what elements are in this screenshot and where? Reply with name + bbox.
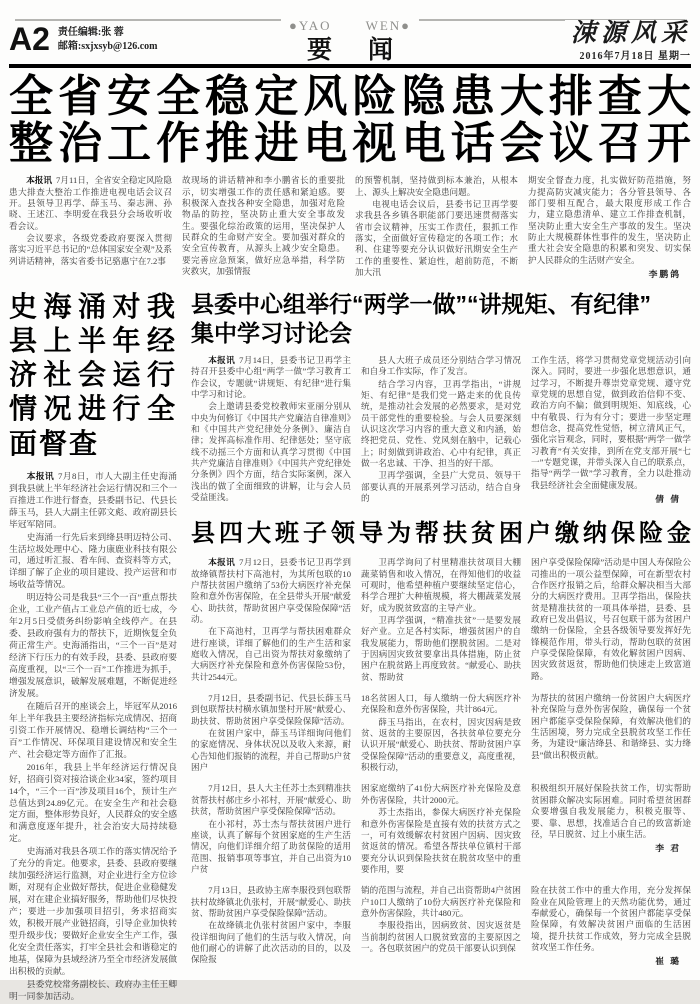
headline-line1: 全省安全稳定风险隐患大排查大 (9, 72, 691, 121)
paragraph: 李服役指出，因病致贫、因灾返贫是当前制约贫困人口脱贫致富的主要原因之一。各包联贫困户的党员干部要认识到保 (361, 920, 521, 953)
section-char-right: 闻 (368, 37, 394, 64)
paragraph: 险在扶贫工作中的重大作用，充分发挥保险业在风险管理上的天然功能优势，通过奉献爱心，确保每一个贫困户都能享受保险保障，有效解决贫困户面临的生活困境，提升扶贫工作成效，努力完成全县脱贫攻坚工作任务。 (531, 885, 691, 952)
paragraph: 困户享受保险保障”活动是中国人寿保险公司推出的一项公益型保障，可在新型农村合作医疗报销之后，给群众解决相当大部分的大病医疗费用。卫再学指出，保险扶贫是精准扶贫的一项具体举措，县委、县政府已发出倡议，号召包联干部为贫困户缴纳一份保险，全县各级领导要发挥好先锋模范作用，带头行动，帮助包联的贫困户享受保险保障，有效化解贫困户因病、因灾致贫返贫，帮助他们快速走上致富道路。 (531, 557, 691, 681)
article-column (191, 355, 351, 505)
article-column (531, 885, 691, 967)
dateline-tag: 本报讯 (26, 175, 53, 186)
byline: 倩 倩 (655, 494, 681, 505)
paragraph: 18名贫困人口，每人缴纳一份大病医疗补充保险和意外伤害保险，共计864元。 (361, 693, 521, 715)
paragraph-text: 7月12日，县委书记卫再学到故绛镇帮扶村下高池村，为其所包联的10户帮扶贫困户缴纳了53份大病医疗补充保险和意外伤害保险，在全县带头开展“献爱心、助扶贫，帮助贫困户享受保险保障”活动。 (191, 557, 351, 625)
article-column (361, 885, 521, 967)
story-band (191, 557, 691, 684)
lead-article-body (9, 175, 691, 280)
article-column (191, 693, 351, 774)
section-char-left: 要 (306, 37, 332, 64)
article-column (191, 783, 351, 876)
email-line: 邮箱:sxjxsyb@126.com (57, 41, 158, 52)
paragraph-text: 7月8日，市人大副主任史海涌到我县就上半年经济社会运行情况和三个一百推进工作进行督查，县委副书记、代县长薛玉马，县人大副主任郭文彪、政府副县长毕冠军陪同。 (9, 470, 177, 529)
edition-block (9, 21, 163, 57)
masthead-title: 涑源风采 (570, 18, 691, 47)
paragraph: 在故绛镇北仇张村贫困户家中，李服役详细询问了他们的生活与收入情况，向他们耐心的讲解了此次活动的目的，以及保险报 (191, 920, 351, 965)
masthead-date: 2016年7月18日 星期一 (579, 51, 691, 62)
article-column (361, 693, 521, 774)
article-column (182, 175, 345, 280)
paragraph: 7月12日，县委副书记、代县长薛玉马到包联帮扶村横水镇加堡村开展“献爱心、助扶贫、帮助贫困户享受保险保障”活动。 (191, 693, 351, 726)
paragraph: 期安全督查力度，扎实做好防范措施，努力提高防灾减灾能力；各分管县领导、各部门要相互配合，最大限度形成工作合力，建立隐患清单、建立工作排查机制，坚决防止重大安全生产事故的发生。坚决防止大规模群体性事件的发生，坚决防止重大社会安全隐患的积累和突发、切实保护人民群众的生活财产安全。 (528, 175, 691, 265)
article-column (531, 783, 691, 876)
paragraph: 县人大班子成员还分别结合学习情况和自身工作实际，作了发言。 (361, 355, 521, 377)
paragraph: 困家庭缴纳了41份大病医疗补充保险及意外伤害保险，共计2000元。 (361, 783, 521, 805)
page-number: A2 (9, 21, 50, 57)
article-column (191, 557, 351, 684)
editor-info (58, 24, 158, 54)
paragraph: 在贫困户家中，薛玉马详细询问他们的家庭情况、身体状况以及收入来源，耐心告知他们报销的流程，并自己帮助5户贫困户 (191, 728, 351, 773)
story-band (191, 783, 691, 876)
paragraph (9, 175, 172, 232)
paragraph: 的预警机制，坚持做到标本兼治，从根本上、源头上解决安全隐患问题。 (355, 175, 518, 197)
article-column (361, 783, 521, 876)
paragraph: 卫再学强调，“精准扶贫”一是要发展好产业。立足各村实际，增强贫困户的自我发展能力，帮助他们摆脱贫困。二是对于因病因灾致贫要拿出具体措施，防止贫困户在脱贫路上再度致贫。“献爱心、助扶贫、帮助贫 (361, 615, 521, 682)
byline: 李鹏鸽 (648, 269, 681, 279)
page-header (9, 6, 691, 68)
paragraph: 为帮扶的贫困户缴纳一份贫困户大病医疗补充保险与意外伤害保险，确保每一个贫困户都能享受保险保障，有效解决他们的生活困境，努力完成全县脱贫攻坚工作任务，为建设“廉洁绛县、和谐绛县、实力绛县”做出积极贡献。 (531, 693, 691, 760)
paragraph (191, 355, 351, 400)
paragraph: 薛玉马指出，在农村，因灾因病是致贫、返贫的主要原因，各扶贫单位要充分认识开展“献爱心、助扶贫、帮助贫困户享受保险保障”活动的重要意义，高度重视，积极行动， (361, 716, 521, 773)
article-column (361, 557, 521, 684)
paragraph: 结合学习内容，卫再学指出，“讲规矩、有纪律”是我们党一路走来的优良传统，是推动社会发展的必然要求，是对党员干部党性的重要检验。与会人员要深刻认识这次学习内容的重大意义和内涵，始终把党员、党性、党风刻在脑中，记载心上；时刻做到讲政治、心中有纪律，真正做一名忠诚、干净、担当的好干部。 (361, 378, 521, 469)
headline-line2: 整治工作推进电视电话会议召开 (9, 118, 691, 168)
story-band (191, 885, 691, 967)
dateline-tag: 本报讯 (208, 355, 236, 366)
paragraph: 在下高池村，卫再学与帮扶困难群众进行座谈，详细了解他们的生产生活和家庭收入情况，自己出资为帮扶对象缴纳了大病医疗补充保险和意外伤害保险53份，共计2544元。 (191, 626, 351, 682)
paragraph: 2016年，我县上半年经济运行情况良好，招商引资对接洽谈企业34家，签约项目14个，“三个一百”涉及项目16个，预计生产总值达到24.89亿元。在安全生产和社会稳定方面，整体形势良好，人民群众的安全感和满意度逐年提升，社会治安大局持续稳定。 (9, 761, 177, 844)
paragraph: 在小祁村，苏士杰与帮扶贫困户进行座谈，认真了解每个贫困家庭的生产生活情况，向他们详细介绍了助贫保险的适用范围、报销事项等事宜，并自己出资为10户贫 (191, 818, 351, 874)
paragraph: 积极组织开展好保险扶贫工作，切实帮助贫困群众解决实际困难。同时希望贫困群众要增强自我发展能力，积极克服等、要、靠、思想，找准适合自己的致富新途径，早日脱贫、过上小康生活。 (531, 783, 691, 839)
article-column (531, 557, 691, 684)
paragraph: 明迈特公司是我县“三个一百”重点帮扶企业，工业产值占工业总产值的近七成，今年2月5日受债务纠纷影响全线停产。在县委、县政府强有力的帮扶下，近期恢复全负荷正常生产。史海涌指出，“三个一百”是对经济下行压力的有效手段，县委、县政府要高度重视，以“三个一百”工作推进为抓手，增强发展意识，破解发展难题，不断促进经济发展。 (9, 592, 177, 698)
article-title-line2: 集中学习讨论会 (191, 319, 352, 346)
article-title: 县四大班子领导为帮扶贫困户缴纳保险金 (191, 519, 691, 547)
article-supervision (9, 290, 177, 1004)
article-study (191, 290, 691, 506)
article-column (9, 175, 172, 280)
dateline-tag: 本报讯 (26, 470, 55, 481)
paragraph: 在随后召开的座谈会上，毕冠军从2016年上半年我县主要经济指标完成情况、招商引资工作开展情况、稳增长调结构“三个一百”工作情况、环保项目建设情况和安全生产、社会稳定等方面作了汇报。 (9, 700, 177, 759)
paragraph: 史海涌一行先后来到绛县明迈特公司、生活垃圾处理中心、隆力康鹿业科技有限公司，通过听汇报、看车间、查资料等方式，详细了解了企业的项目建设、投产运营和市场收益等情况。 (9, 531, 177, 590)
paragraph: 7月12日，县人大主任苏士杰到精准扶贫帮扶村郝庄乡小祁村，开展“献爱心、助扶贫，帮助贫困户享受保险保障”活动。 (191, 783, 351, 817)
paragraph: 卫再学强调，全县广大党员、领导干部要认真的开展系列学习活动，结合自身的 (361, 470, 521, 504)
section-title (281, 36, 419, 66)
paragraph: 故现场的讲话精神和李小鹏省长的重要批示，切实增强工作的责任感和紧迫感。要积极深入查找各种安全隐患，加强对危险物品的防控，坚决防止重大安全事故发生。要强化综治政策的运用，坚决保护人民群众的生命财产安全。要加强对群众的安全宣传教育，从源头上减少安全隐患。要完善应急预案，做好应急举措，科学防灾救灾，加强情报 (182, 175, 345, 276)
paragraph (9, 471, 177, 531)
article-column (191, 885, 351, 967)
paragraph: 史海涌对我县各项工作的落实情况给予了充分的肯定。他要求，县委、县政府要继续加强经济运行监测，对企业进行全方位诊断，对现有企业做好帮扶，促进企业稳健发展，对在建企业搞好服务，帮助他们尽快投产；要进一步加强项目招引，务求招商实效，积极开展产业链招商，引导企业加快转型升级步伐；要做好企业安全生产工作，强化安全责任落实，打牢全县社会和谐稳定的地基，保障为县域经济乃至全市经济发展做出积极的贡献。 (9, 846, 177, 976)
article-column (531, 693, 691, 774)
section-pinyin-right: WEN● (365, 18, 412, 33)
lead-headline (9, 74, 691, 167)
section-block (281, 12, 419, 66)
article-column (361, 355, 521, 505)
editor-line: 责任编辑:张 蓉 (57, 27, 124, 38)
section-pinyin (281, 18, 419, 34)
section-pinyin-left: ●YAO (288, 18, 332, 33)
paragraph-text: 7月14日，县委书记卫再学主持召开县委中心组“两学一做”学习教育工作会议，专题就“讲规矩、有纪律”进行集中学习和讨论。 (191, 355, 351, 400)
paragraph: 会议要求，各级党委政府要深入贯彻落实习近平总书记的“总体国家安全观”及系列讲话精神，落实省委书记骆惠宁在7.2事 (9, 232, 172, 266)
dateline-tag: 本报讯 (208, 557, 236, 568)
paragraph: 会上邀请县委党校教师宋亚丽分别从中央为何修订《中国共产党廉洁自律准则》和《中国共产党纪律处分条例》、廉洁自律；发挥高标准作用、纪律惩处；坚守底线不动摇三个方面和认真学习贯彻《中国共产党廉洁自律准则》《中国共产党纪律处分条例》四个方面，结合实际案例，深入浅出的做了全面细致的讲解，让与会人员受益匪浅。 (191, 401, 351, 503)
article-title-line1: 县委中心组举行“两学一做”“讲规矩、有纪律” (191, 291, 651, 317)
paragraph: 7月13日，县政协主席李服役到包联帮扶村故绛镇北仇张村，开展“献爱心、助扶贫、帮助贫困户享受保险保障”活动。 (191, 885, 351, 918)
masthead-block (565, 20, 691, 62)
paragraph: 苏士杰指出，参保大病医疗补充保险和意外伤害保险是直接有效的扶贫方式之一，可有效缓解农村贫困户因病、因灾致贫返贫的情况。希望各帮扶单位镇村干部要充分认识到保险扶贫在脱贫攻坚中的重要作用，要 (361, 807, 521, 874)
article-title (191, 290, 691, 347)
paragraph: 工作生活，将学习贯彻党章党规活动引向深入。同时，要进一步强化思想意识，通过学习，不断提升尊崇党章党规、遵守党章党规的思想自觉，做到政治信仰不变、政治方向不偏；做到明规矩、知底线，心中有敬畏、行为有分寸；要进一步坚定理想信念，提高党性觉悟，树立清风正气，强化宗旨观念，同时，要根据“两学一做学习教育”有关安排，到所在党支部开展“七一”专题党课，并带头深入自己的联系点，指导“两学一做”学习教育，全力以赴推动我县经济社会全面健康发展。 (531, 355, 691, 490)
byline: 崔 璐 (655, 956, 681, 967)
paragraph: 卫再学询问了村里精准扶贫项目大棚蔬菜销售和收入情况，在得知他们的收益可观时，他希望种植户要继续坚定信心，科学合理扩大种植规模，将大棚蔬菜发展好，成为脱贫致富的主导产业。 (361, 557, 521, 613)
story-band (191, 693, 691, 774)
paragraph: 县委党校常务副校长、政府办主任王卿明一同参加活动。 (9, 978, 177, 1001)
article-column (355, 175, 518, 280)
paragraph: 电视电话会议后，县委书记卫再学要求我县各乡镇各职能部门要迅速贯彻落实省市会议精神，压实工作责任，狠抓工作落实，全面做好宣传稳定的各项工作；水利、住建等要充分认识做好汛期安全生产工作的重要性、紧迫性，超前防范，不断加大汛 (355, 198, 518, 277)
article-title: 史海涌对我县上半年经济社会运行情况进行全面督查 (9, 291, 177, 459)
article-insurance (191, 520, 691, 968)
paragraph-text: 7月11日，全省安全稳定风险隐患大排查大整治工作推进电视电话会议召开。县领导卫再学、薛玉马、秦志洲、孙晓、王述江、李明爱在我县分会场收听收看会议。 (9, 175, 172, 231)
article-column (531, 355, 691, 505)
paragraph: 销的范围与流程，并自己出资帮助4户贫困户10口人缴纳了10份大病医疗补充保险和意外伤害保险，共计480元。 (361, 885, 521, 918)
byline: 李 君 (655, 843, 681, 854)
paragraph (191, 557, 351, 625)
article-column (528, 175, 691, 280)
